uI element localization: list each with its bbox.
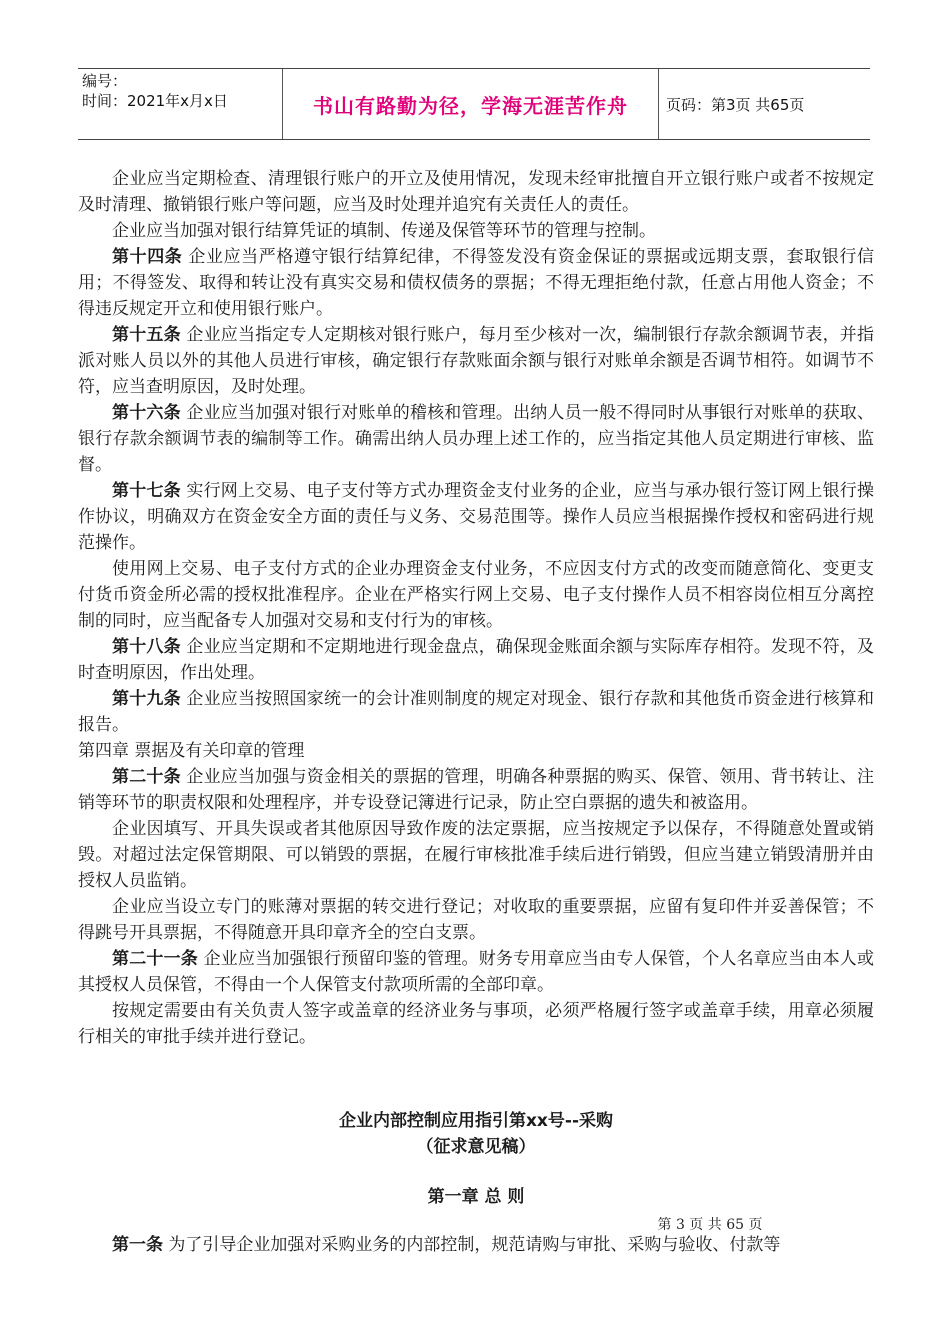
article-title: 第一条 (112, 1235, 163, 1255)
article-title: 第十八条 (112, 637, 181, 657)
article (78, 764, 874, 816)
header-motto: 书山有路勤为径，学海无涯苦作舟 (313, 93, 628, 118)
header-number: 编号： (82, 72, 128, 90)
article-text: 企业应当加强银行预留印鉴的管理。财务专用章应当由专人保管，个人名章应当由本人或其授权人员保管，不得由一个人保管支付款项所需的全部印章。 (78, 949, 875, 995)
article (78, 634, 874, 686)
article-text: 企业应当加强与资金相关的票据的管理，明确各种票据的购买、保管、领用、背书转让、注销等环节的职责权限和处理程序，并专设登记簿进行记录，防止空白票据的遗失和被盗用。 (78, 767, 874, 813)
paragraph: 企业应当加强对银行结算凭证的填制、传递及保管等环节的管理与控制。 (112, 221, 656, 241)
article-title: 第十九条 (112, 689, 181, 709)
document-header (78, 68, 870, 140)
article (78, 946, 874, 998)
article (78, 322, 874, 400)
header-meta (82, 71, 282, 111)
article-title: 第二十条 (112, 767, 181, 787)
paragraph: 企业应当定期检查、清理银行账户的开立及使用情况，发现未经审批擅自开立银行账户或者不按规定及时清理、撤销银行账户等问题，应当及时处理并追究有关责任人的责任。 (78, 169, 874, 215)
paragraph: 企业因填写、开具失误或者其他原因导致作废的法定票据，应当按规定予以保存，不得随意处置或销毁。对超过法定保管期限、可以销毁的票据，在履行审核批准手续后进行销毁，但应当建立销毁清册并由授权人员监销。 (78, 819, 874, 891)
article-text: 企业应当指定专人定期核对银行账户，每月至少核对一次，编制银行存款余额调节表，并指派对账人员以外的其他人员进行审核，确定银行存款账面余额与银行对账单余额是否调节相符。如调节不符，应当查明原因，及时处理。 (78, 325, 874, 397)
header-time: 时间：2021年x月x日 (82, 92, 228, 110)
article-text: 为了引导企业加强对采购业务的内部控制，规范请购与审批、采购与验收、付款等 (163, 1235, 781, 1255)
header-divider (658, 69, 659, 139)
header-page-number: 页码：第3页 共65页 (666, 95, 805, 114)
article-title: 第二十一条 (112, 949, 198, 969)
article-text: 实行网上交易、电子支付等方式办理资金支付业务的企业，应当与承办银行签订网上银行操作协议，明确双方在资金安全方面的责任与义务、交易范围等。操作人员应当根据操作授权和密码进行规范操作。 (78, 481, 874, 553)
article-title: 第十七条 (112, 481, 181, 501)
article (78, 400, 874, 478)
article-text: 企业应当按照国家统一的会计准则制度的规定对现金、银行存款和其他货币资金进行核算和报告。 (78, 689, 874, 735)
article-text: 企业应当严格遵守银行结算纪律，不得签发没有资金保证的票据或远期支票，套取银行信用；不得签发、取得和转让没有真实交易和债权债务的票据；不得无理拒绝付款，任意占用他人资金；不得违反规定开立和使用银行账户。 (78, 247, 875, 319)
document-title: 企业内部控制应用指引第xx号--采购 (338, 1111, 614, 1131)
paragraph: 企业应当设立专门的账薄对票据的转交进行登记；对收取的重要票据，应留有复印件并妥善保管；不得跳号开具票据，不得随意开具印章齐全的空白支票。 (78, 897, 874, 943)
article-text: 企业应当定期和不定期地进行现金盘点，确保现金账面余额与实际库存相符。发现不符，及时查明原因，作出处理。 (78, 637, 874, 683)
article-title: 第十四条 (112, 247, 183, 267)
paragraph: 按规定需要由有关负责人签字或盖章的经济业务与事项，必须严格履行签字或盖章手续，用章必须履行相关的审批手续并进行登记。 (78, 1001, 874, 1047)
article-text: 企业应当加强对银行对账单的稽核和管理。出纳人员一般不得同时从事银行对账单的获取、银行存款余额调节表的编制等工作。确需出纳人员办理上述工作的，应当指定其他人员定期进行审核、监督。 (78, 403, 874, 475)
document-subtitle: （征求意见稿） (416, 1137, 536, 1157)
chapter-heading: 第四章 票据及有关印章的管理 (78, 741, 305, 761)
article (78, 686, 874, 738)
article (78, 244, 874, 322)
article (78, 478, 874, 556)
page-footer: 第 3 页 共 65 页 (657, 1217, 763, 1233)
article (78, 1232, 874, 1258)
article-title: 第十五条 (112, 325, 181, 345)
chapter-heading: 第一章 总 则 (427, 1187, 525, 1207)
article-title: 第十六条 (112, 403, 181, 423)
paragraph: 使用网上交易、电子支付方式的企业办理资金支付业务，不应因支付方式的改变而随意简化、变更支付货币资金所必需的授权批准程序。企业在严格实行网上交易、电子支付操作人员不相容岗位相互分离控制的同时，应当配备专人加强对交易和支付行为的审核。 (78, 559, 874, 631)
document-body (78, 166, 874, 1258)
